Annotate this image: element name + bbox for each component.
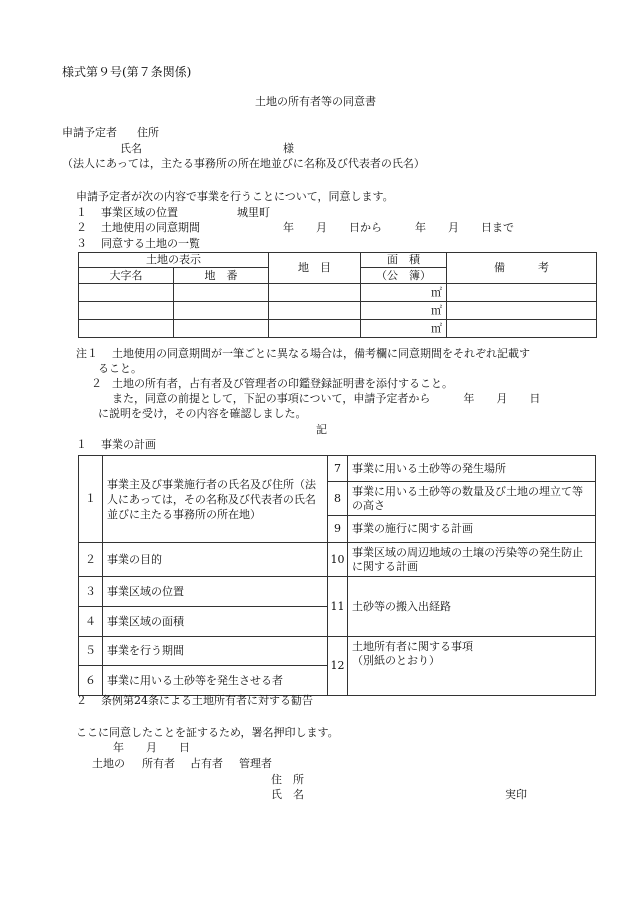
plan-item-1-text: 事業主及び事業施行者の氏名及び住所（法人にあっては，その名称及び代表者の氏名並びに主たる事務所の所在地） [103,456,328,543]
table-row [79,320,597,338]
plan-item-11-text: 土砂等の搬入出経路 [348,577,596,637]
plan-item-5-number: ５ [79,637,103,666]
landowner-prefix: 土地の [92,757,125,770]
plan-item-5-text: 事業を行う期間 [103,637,328,666]
confirmation-line-1: また，同意の前提として，下記の事項について，申請予定者から 年 月 日 [112,392,541,405]
ki-heading: 記 [316,423,327,436]
area-unit: ㎡ [431,285,442,299]
cell-remarks[interactable] [447,320,597,338]
plan-item-12-subtext: （別紙のとおり） [352,654,440,667]
plan-item-11-number: 11 [328,577,348,637]
seal-label: 実印 [505,788,527,801]
item-number: １ [76,206,87,219]
date-line: 年 月 日 [113,741,190,754]
section-1-label: 事業の計画 [101,438,156,451]
plan-item-9-text: 事業の施行に関する計画 [348,516,596,543]
applicant-address-label: 住所 [137,126,159,139]
intro-text: 申請予定者が次の内容で事業を行うことについて，同意します。 [76,190,394,203]
cell-chiban[interactable] [174,320,269,338]
section-1-number: １ [76,438,87,451]
cell-oaza[interactable] [79,320,174,338]
col-oaza-header: 大字名 [79,268,174,284]
applicant-note: （法人にあっては，主たる事務所の所在地並びに名称及び代表者の氏名） [62,157,425,170]
applicant-name-label: 氏名 [120,142,142,155]
note-1-text-cont: ること。 [98,362,142,375]
cell-oaza[interactable] [79,302,174,320]
cell-area[interactable] [361,284,447,302]
col-area-header: 面 積 [361,253,447,268]
plan-item-8-text: 事業に用いる土砂等の数量及び土地の埋立て等の高さ [348,482,596,516]
landowner-occupant: 占有者 [190,757,223,770]
item-label: 土地使用の同意期間 [101,221,200,234]
applicant-honorific: 様 [283,142,294,155]
col-chimoku-header: 地 目 [269,253,361,284]
document-title: 土地の所有者等の同意書 [255,95,376,108]
cell-area[interactable] [361,320,447,338]
cell-oaza[interactable] [79,284,174,302]
landowner-owner: 所有者 [142,757,175,770]
plan-item-10-text: 事業区域の周辺地域の土壌の汚染等の発生防止に関する計画 [348,543,596,577]
col-area-subheader: （公 簿） [361,268,447,284]
plan-item-12-cell [348,637,596,696]
plan-item-10-number: 10 [328,543,348,577]
section-2-number: ２ [76,694,87,707]
plan-item-4-number: ４ [79,607,103,637]
plan-item-12-number: 12 [328,637,348,696]
cell-remarks[interactable] [447,284,597,302]
plan-item-6-text: 事業に用いる土砂等を発生させる者 [103,666,328,696]
plan-item-2-number: ２ [79,543,103,577]
plan-item-3-number: ３ [79,577,103,607]
plan-item-7-number: 7 [328,456,348,482]
plan-item-1-number: １ [79,456,103,543]
landowner-address-label: 住 所 [271,773,304,786]
table-row [79,302,597,320]
landowner-manager: 管理者 [239,757,272,770]
cell-area[interactable] [361,302,447,320]
cell-remarks[interactable] [447,302,597,320]
applicant-label: 申請予定者 [62,126,117,139]
table-row [79,284,597,302]
plan-item-9-number: 9 [328,516,348,543]
plan-item-6-number: ６ [79,666,103,696]
item-label: 事業区域の位置 [101,206,178,219]
plan-item-2-text: 事業の目的 [103,543,328,577]
col-chiban-header: 地 番 [174,268,269,284]
item-value: 城里町 [237,206,270,219]
note-2-text: 土地の所有者，占有者及び管理者の印鑑登録証明書を添付すること。 [112,377,453,390]
item-number: ２ [76,221,87,234]
land-group-header: 土地の表示 [79,253,269,268]
item-number: ３ [76,237,87,250]
plan-item-7-text: 事業に用いる土砂等の発生場所 [348,456,596,482]
plan-table [78,455,596,696]
cell-chimoku[interactable] [269,302,361,320]
plan-item-12-text: 土地所有者に関する事項 [352,640,473,653]
cell-chimoku[interactable] [269,320,361,338]
area-unit: ㎡ [431,303,442,317]
confirmation-line-2: に説明を受け，その内容を確認しました。 [98,407,307,420]
col-remarks-header: 備 考 [447,253,597,284]
form-number: 様式第９号(第７条関係) [62,65,192,79]
section-2-label: 条例第24条による土地所有者に対する勧告 [101,694,313,707]
cell-chimoku[interactable] [269,284,361,302]
note-1-text: 土地使用の同意期間が一筆ごとに異なる場合は，備考欄に同意期間をそれぞれ記載す [112,347,530,360]
landowner-name-label: 氏 名 [271,788,304,801]
cell-chiban[interactable] [174,284,269,302]
item-value: 年 月 日から 年 月 日まで [283,221,514,234]
plan-item-4-text: 事業区域の面積 [103,607,328,637]
closing-text: ここに同意したことを証するため，署名押印します。 [76,726,339,739]
note-1-label: 注１ [76,347,98,360]
item-label: 同意する土地の一覧 [101,237,200,250]
plan-item-3-text: 事業区域の位置 [103,577,328,607]
cell-chiban[interactable] [174,302,269,320]
land-table [78,252,597,338]
area-unit: ㎡ [431,321,442,335]
note-2-label: ２ [91,377,102,390]
plan-item-8-number: 8 [328,482,348,516]
